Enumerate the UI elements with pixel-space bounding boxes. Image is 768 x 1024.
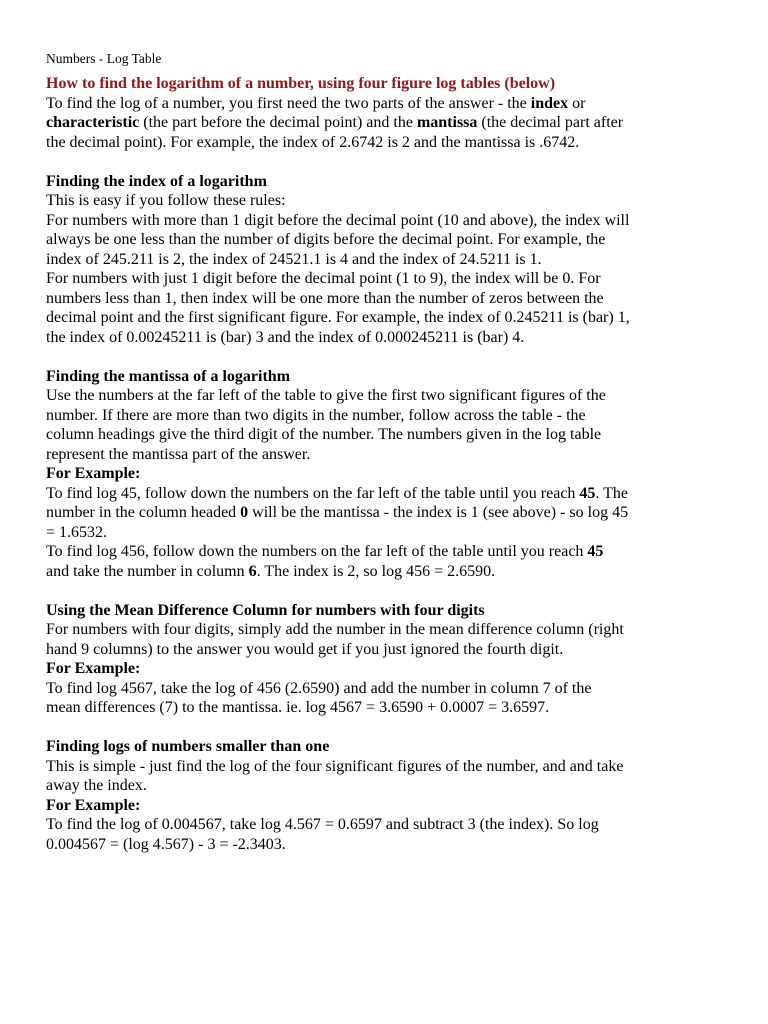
intro-line-2: [46, 113, 726, 133]
intro-text: or: [568, 94, 586, 112]
intro-line-3: the decimal point). For example, the index of 2.6742 is 2 and the mantissa is .6742.: [46, 133, 580, 151]
text-line: represent the mantissa part of the answer.: [46, 445, 311, 463]
text-line: index of 245.211 is 2, the index of 24521.1 is 4 and the index of 24.5211 is 1.: [46, 250, 542, 268]
text-line: For numbers with four digits, simply add the number in the mean difference column (right: [46, 621, 624, 638]
example-label: For Example:: [46, 796, 141, 814]
text-line: Use the numbers at the far left of the table to give the first two significant figures of the: [46, 387, 606, 404]
example-text: and take the number in column: [46, 562, 249, 580]
text-line: For numbers with more than 1 digit before the decimal point (10 and above), the index will: [46, 211, 630, 229]
small-numbers-section: [46, 737, 726, 854]
example-line: 0.004567 = (log 4.567) - 3 = -2.3403.: [46, 835, 286, 853]
page-title: How to find the logarithm of a number, using four figure log tables (below): [46, 75, 556, 92]
bold-number: 6: [248, 562, 257, 580]
example-line: To find the log of 0.004567, take log 4.567 = 0.6597 and subtract 3 (the index). So log: [46, 816, 599, 833]
example-line: [46, 484, 726, 504]
section-heading: Finding the index of a logarithm: [46, 172, 267, 190]
text-line: hand 9 columns) to the answer you would get if you just ignored the fourth digit.: [46, 640, 564, 658]
example-line: = 1.6532.: [46, 523, 108, 541]
document-header: Numbers - Log Table: [46, 51, 162, 66]
text-line: away the index.: [46, 777, 147, 794]
example-text: . The: [595, 484, 629, 502]
section-heading: Using the Mean Difference Column for numbers with four digits: [46, 601, 485, 619]
section-heading: Finding logs of numbers smaller than one: [46, 738, 330, 755]
example-line: mean differences (7) to the mantissa. ie. log 4567 = 3.6590 + 0.0007 = 3.6597.: [46, 699, 550, 716]
term-characteristic: characteristic: [46, 114, 140, 131]
mean-difference-section: [46, 601, 726, 718]
example-line: To find log 4567, take the log of 456 (2.6590) and add the number in column 7 of the: [46, 679, 592, 697]
mantissa-section: [46, 367, 726, 582]
document-page: [46, 50, 726, 854]
intro-text: (the part before the decimal point) and the: [139, 114, 417, 131]
text-line: the index of 0.00245211 is (bar) 3 and the index of 0.000245211 is (bar) 4.: [46, 328, 525, 346]
intro-line-1: [46, 94, 726, 114]
text-line: decimal point and the first significant figure. For example, the index of 0.245211 is (bar) 1,: [46, 309, 630, 326]
example-text: will be the mantissa - the index is 1 (see above) - so log 45: [248, 504, 629, 521]
text-line: always be one less than the number of digits before the decimal point. For example, the: [46, 231, 606, 248]
term-mantissa: mantissa: [416, 114, 478, 131]
example-line: [46, 562, 726, 582]
text-line: For numbers with just 1 digit before the decimal point (1 to 9), the index will be 0. For: [46, 270, 601, 287]
text-line: column headings give the third digit of the number. The numbers given in the log table: [46, 426, 602, 443]
term-index: index: [530, 94, 569, 112]
example-label: For Example:: [46, 465, 141, 482]
bold-number: 45: [579, 484, 596, 502]
example-line: [46, 542, 726, 562]
example-label: For Example:: [46, 660, 141, 677]
bold-number: 0: [240, 504, 249, 521]
example-line: [46, 503, 726, 523]
text-line: This is easy if you follow these rules:: [46, 192, 286, 209]
intro-text: (the decimal part after: [477, 114, 624, 131]
example-text: number in the column headed: [46, 504, 241, 521]
text-line: This is simple - just find the log of the four significant figures of the number, and and take: [46, 757, 624, 775]
bold-number: 45: [587, 543, 604, 560]
section-heading: Finding the mantissa of a logarithm: [46, 367, 291, 385]
example-text: To find log 45, follow down the numbers on the far left of the table until you reach: [46, 484, 580, 502]
example-text: . The index is 2, so log 456 = 2.6590.: [256, 562, 496, 580]
intro-paragraph: [46, 94, 726, 153]
intro-text: To find the log of a number, you first need the two parts of the answer - the: [46, 94, 531, 112]
text-line: number. If there are more than two digits in the number, follow across the table - the: [46, 406, 586, 424]
example-text: To find log 456, follow down the numbers on the far left of the table until you reach: [46, 543, 588, 560]
index-section: [46, 172, 726, 348]
text-line: numbers less than 1, then index will be one more than the number of zeros between the: [46, 289, 604, 307]
